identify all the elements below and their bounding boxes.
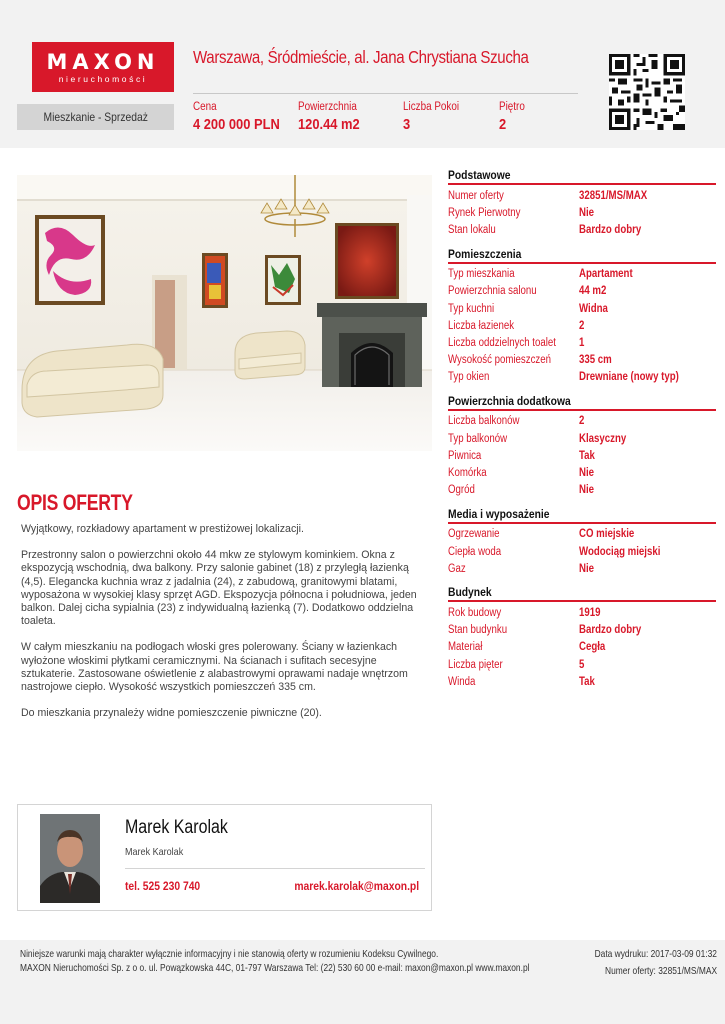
stat-label: Liczba Pokoi — [403, 101, 460, 113]
detail-key — [448, 285, 579, 297]
detail-value-text: 1 — [579, 336, 585, 349]
agent-divider — [125, 868, 425, 869]
detail-row — [448, 369, 716, 386]
detail-value — [579, 285, 612, 297]
detail-key — [448, 415, 579, 427]
agent-email-link[interactable]: marek.karolak@maxon.pl — [294, 879, 419, 893]
detail-value — [579, 371, 698, 383]
detail-row — [448, 430, 716, 447]
detail-value-text: Bardzo dobry — [579, 223, 642, 236]
property-address: Warszawa, Śródmieście, al. Jana Chrystiana Szucha — [193, 47, 529, 67]
detail-key-text: Typ balkonów — [448, 432, 508, 445]
detail-value — [579, 563, 597, 575]
listing-type-label: Mieszkanie - Sprzedaż — [43, 110, 148, 124]
detail-row — [448, 266, 716, 283]
detail-key — [448, 371, 579, 383]
detail-key — [448, 659, 579, 671]
detail-key-text: Materiał — [448, 641, 483, 654]
agent-name-small: Marek Karolak — [125, 846, 184, 858]
agent-card — [17, 804, 432, 911]
detail-key-text: Powierzchnia salonu — [448, 285, 537, 298]
detail-key — [448, 433, 579, 445]
detail-value — [579, 450, 598, 462]
detail-row — [448, 447, 716, 464]
section-title-text: Powierzchnia dodatkowa — [448, 393, 571, 408]
section-title-text: Budynek — [448, 585, 492, 600]
detail-value — [579, 676, 598, 688]
agent-name: Marek Karolak — [125, 817, 228, 838]
detail-row — [448, 300, 716, 317]
details-section-title — [448, 585, 716, 602]
footer-offer-number: Numer oferty: 32851/MS/MAX — [604, 965, 717, 977]
detail-key-text: Ogrzewanie — [448, 528, 500, 541]
stat-label: Powierzchnia — [298, 101, 357, 113]
detail-row — [448, 187, 716, 204]
detail-value-text: Widna — [579, 302, 608, 315]
stat-label: Piętro — [499, 101, 525, 113]
detail-key-text: Gaz — [448, 562, 466, 575]
detail-value — [579, 659, 585, 671]
detail-key — [448, 337, 579, 349]
detail-key — [448, 563, 579, 575]
detail-row — [448, 283, 716, 300]
detail-key — [448, 467, 579, 479]
detail-key — [448, 190, 579, 202]
detail-key-text: Liczba pięter — [448, 658, 503, 671]
section-title-text: Podstawowe — [448, 168, 511, 182]
detail-key-text: Ciepła woda — [448, 545, 502, 558]
detail-row — [448, 464, 716, 481]
detail-value-text: CO miejskie — [579, 528, 635, 541]
detail-key — [448, 484, 579, 496]
agent-photo — [40, 814, 100, 903]
detail-row — [448, 622, 716, 639]
stat-price — [193, 101, 294, 133]
stat-value: 4 200 000 PLN — [193, 116, 280, 133]
detail-key-text: Liczba oddzielnych toalet — [448, 336, 556, 349]
detail-value-text: Tak — [579, 675, 595, 688]
property-details — [448, 168, 716, 698]
detail-value — [579, 415, 585, 427]
detail-key — [448, 450, 579, 462]
detail-key-text: Typ okien — [448, 371, 490, 384]
detail-value — [579, 607, 605, 619]
detail-key-text: Typ mieszkania — [448, 268, 515, 281]
detail-row — [448, 656, 716, 673]
footer — [0, 940, 725, 1024]
detail-row — [448, 639, 716, 656]
detail-value-text: Drewniane (nowy typ) — [579, 371, 679, 384]
details-section — [448, 394, 716, 499]
detail-row — [448, 334, 716, 351]
detail-value — [579, 546, 676, 558]
detail-key-text: Numer oferty — [448, 189, 504, 202]
detail-value — [579, 320, 585, 332]
logo-brand: MAXON — [46, 50, 160, 74]
agent-phone-link[interactable]: tel. 525 230 740 — [125, 879, 201, 893]
details-section-title — [448, 394, 716, 411]
detail-key — [448, 641, 579, 653]
detail-value — [579, 641, 610, 653]
footer-print-date: Data wydruku: 2017-03-09 01:32 — [594, 948, 717, 960]
description-paragraph: Wyjątkowy, rozkładowy apartament w prestiżowej lokalizacji. — [21, 523, 304, 535]
detail-value-text: Bardzo dobry — [579, 624, 642, 637]
detail-key-text: Liczba łazienek — [448, 319, 515, 332]
stat-area — [298, 101, 370, 133]
detail-value-text: 2 — [579, 415, 585, 428]
detail-row — [448, 413, 716, 430]
detail-key-text: Komórka — [448, 467, 487, 480]
detail-key-text: Wysokość pomieszczeń — [448, 354, 551, 367]
stat-floor — [499, 101, 529, 133]
details-section — [448, 507, 716, 578]
detail-row — [448, 482, 716, 499]
stat-rooms — [403, 101, 468, 133]
detail-key-text: Winda — [448, 675, 476, 688]
section-title-text: Media i wyposażenie — [448, 506, 550, 521]
detail-key — [448, 207, 579, 219]
detail-value-text: 44 m2 — [579, 285, 607, 298]
detail-key-text: Stan lokalu — [448, 223, 496, 236]
detail-row — [448, 560, 716, 577]
description-paragraph: W całym mieszkaniu na podłogach włoski gres polerowany. Ściany w łazienkach wyłożone włoskimi płytkami ceramicznymi. Na ścianach i sufitach secesyjne sztukaterie. Zastosowane oświetlenie z alabastrowymi oprawami nadaje wnętrzom nastrojowe ciepło. Wysokość wszystkich pomieszczeń 335 cm. — [21, 641, 408, 694]
detail-key-text: Rynek Pierwotny — [448, 206, 521, 219]
stat-value: 3 — [403, 116, 411, 133]
detail-key-text: Ogród — [448, 484, 475, 497]
details-section — [448, 168, 716, 239]
detail-key — [448, 607, 579, 619]
footer-disclaimer: Niniejsze warunki mają charakter wyłącznie informacyjny i nie stanowią oferty w rozumieniu Kodeksu Cywilnego. — [20, 948, 439, 960]
detail-value-text: Nie — [579, 562, 595, 575]
detail-value — [579, 224, 653, 236]
detail-value-text: 2 — [579, 319, 585, 332]
detail-key — [448, 268, 579, 280]
detail-row — [448, 673, 716, 690]
detail-key — [448, 528, 579, 540]
detail-key — [448, 303, 579, 315]
listing-type-badge — [17, 104, 174, 130]
detail-value-text: 1919 — [579, 606, 601, 619]
detail-key — [448, 224, 579, 236]
detail-value-text: Tak — [579, 449, 595, 462]
detail-value — [579, 624, 653, 636]
detail-key-text: Typ kuchni — [448, 302, 495, 315]
detail-value-text: Cegła — [579, 641, 606, 654]
detail-row — [448, 604, 716, 621]
detail-value-text: Nie — [579, 484, 595, 497]
detail-key-text: Stan budynku — [448, 624, 508, 637]
detail-value — [579, 467, 597, 479]
description-paragraph: Do mieszkania przynależy widne pomieszczenie piwniczne (20). — [21, 707, 322, 720]
details-section — [448, 247, 716, 386]
details-section-title — [448, 247, 716, 264]
detail-key — [448, 354, 579, 366]
header — [0, 0, 725, 148]
detail-row — [448, 543, 716, 560]
detail-value — [579, 337, 585, 349]
detail-value-text: Apartament — [579, 268, 633, 281]
detail-key — [448, 546, 579, 558]
detail-row — [448, 221, 716, 238]
description-paragraph: Przestronny salon o powierzchni około 44 mkw ze stylowym kominkiem. Okna z ekspozycją wschodnią, dwa balkony. Przy salonie gabinet (18) z przyległą łazienką (4,5). Elegancka kuchnia wraz z jadalnia (24), z zabudową, granitowymi blatami, wyposażona w wysokiej klasy sprzęt AGD. Ekspozycja północna i południowa, jeden balkon. Dalej cicha sypialnia (23) z indywidualną łazienką (7). Dodatkowo oddzielna toaleta. — [21, 549, 417, 628]
detail-key — [448, 676, 579, 688]
detail-key-text: Piwnica — [448, 449, 482, 462]
header-divider — [193, 93, 578, 94]
property-photo — [17, 175, 432, 451]
detail-value-text: 5 — [579, 658, 585, 671]
details-section-title — [448, 168, 716, 185]
stat-value: 120.44 m2 — [298, 116, 360, 133]
detail-key-text: Rok budowy — [448, 606, 502, 619]
detail-value — [579, 207, 597, 219]
detail-row — [448, 204, 716, 221]
detail-key — [448, 624, 579, 636]
detail-row — [448, 526, 716, 543]
detail-key-text: Liczba balkonów — [448, 415, 520, 428]
logo-subtitle: nieruchomości — [58, 74, 148, 84]
detail-value — [579, 354, 618, 366]
description-title: OPIS OFERTY — [17, 490, 133, 515]
footer-company-info: MAXON Nieruchomości Sp. z o o. ul. Powązkowska 44C, 01-797 Warszawa Tel: (22) 530 60 00 e-mail: maxon@maxon.pl www.maxon.pl — [20, 962, 530, 974]
detail-value-text: 335 cm — [579, 354, 612, 367]
detail-value-text: Wodociąg miejski — [579, 545, 661, 558]
detail-key — [448, 320, 579, 332]
detail-value-text: 32851/MS/MAX — [579, 189, 648, 202]
detail-value — [579, 433, 635, 445]
details-section-title — [448, 507, 716, 524]
detail-row — [448, 317, 716, 334]
detail-value — [579, 190, 660, 202]
detail-value — [579, 528, 645, 540]
details-section — [448, 585, 716, 690]
detail-value — [579, 484, 597, 496]
detail-value-text: Nie — [579, 467, 595, 480]
stat-label: Cena — [193, 101, 217, 113]
qr-code-icon — [609, 54, 685, 130]
section-title-text: Pomieszczenia — [448, 246, 522, 261]
maxon-logo — [32, 42, 174, 92]
detail-value-text: Nie — [579, 206, 595, 219]
detail-value-text: Klasyczny — [579, 432, 627, 445]
stat-value: 2 — [499, 116, 507, 133]
description-body — [21, 523, 426, 733]
detail-value — [579, 268, 643, 280]
detail-row — [448, 352, 716, 369]
detail-value — [579, 303, 613, 315]
